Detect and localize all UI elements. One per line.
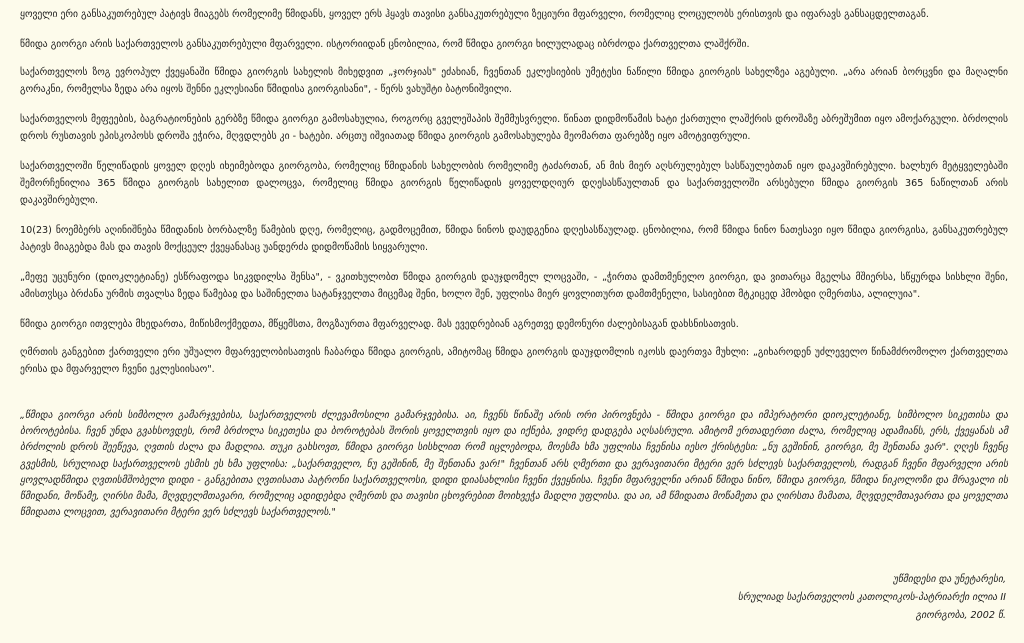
signature-date: გიორგობა, 2002 წ.	[915, 610, 1006, 621]
signature-block	[738, 571, 1006, 625]
paragraph-prayer: „მეფე უცუნური (დიოკლეტიანე) ესწრაფოდა სიკვდილსა შენსა", - ვკითხულობთ წმიდა გიორგის დაუჯდომელ ლოცვაში, - „ჭირთა დამთმენელო გიორგი, და ვითარცა მგელსა მშიერსა, სწყურდა სისხლი შენი, ამისთჳსცა ბრძანა ურმის თვალსა ზედა წამებაჲ და საშინელთა სატანჯველთა მიცემაჲ შენი, ხოლო შენ, უფლისა მიერ ყოვლითურთ დამთმენელი, სასიებით მტკიცედ ჰმობდი ღმერთსა, ალილუია".	[20, 272, 1008, 300]
paragraph-protector: წმიდა გიორგი ითვლება მხედართა, მიწისმოქმედთა, მწყემსთა, მოგზაურთა მფარველად. მას ევედრებიან აგრეთვე დემონური ძალებისაგან დახსნისათვის.	[20, 319, 739, 330]
signature-title: უწმიდესი და უნეტარესი,	[892, 574, 1006, 585]
paragraph-churches: საქართველოს ზოგ ევროპულ ქვეყანაში წმიდა გიორგის სახელის მიხედვით „ჯორჯიას" ეძახიან, ჩვენთან ეკლესიების უმეტესი ნაწილი წმიდა გიორგის სახელზეა აგებული. „არა არიან ბორცვნი და მაღალნი გორაკნი, რომელსა ზედა არა იყოს შენნი ეკლესიანი წმიდისა გიორგისანი", - წერს ვახუშტი ბატონიშვილი.	[20, 67, 1008, 95]
paragraph-providence: ღმრთის განგებით ქართველი ერი უშუალო მფარველობისათვის ჩაბარდა წმიდა გიორგის, ამიტომაც წმიდა გიორგის დაუჯდომლის იკოსს დაერთვა მუხლი: „გიხაროდენ უძლეველო წინამძრომოლო ქართველთა ერისა და მფარველო ჩვენი ეკლესიისაო".	[20, 347, 1008, 375]
paragraph-november: 10(23) ნოემბერს აღინიშნება წმიდანის ბორბალზე წამების დღე, რომელიც, გადმოცემით, წმიდა ნინოს დაუდგენია დღესასწაულად. ცნობილია, რომ წმიდა ნინო ნათესავი იყო წმიდა გიორგისა, განსაკუთრებულ პატივს მიაგებდა მას და თავის მოქცეულ ქვეყანასაც უანდერძა დიდმოწამის სიყვარული.	[20, 225, 1008, 253]
paragraph-patron: წმიდა გიორგი არის საქართველოს განსაკუთრებული მფარველი. ისტორიიდან ცნობილია, რომ წმიდა გიორგი ხილულადაც იბრძოდა ქართველთა ლაშქრში.	[20, 39, 750, 50]
paragraph-giorgoba: საქართველოში წელიწადის ყოველ დღეს იხეიმებოდა გიორგობა, რომელიც წმიდანის სახელობის რომელიმე ტაძართან, ან მის მიერ აღსრულებულ სასწაულებთან იყო დაკავშირებული. ხალხურ მეტყველებაში შემორჩენილია 365 წმიდა გიორგის სახელით დალოცვა, რომელიც წმიდა გიორგის წელიწადის ყოველდღიურ დღესასწაულთან და საქართველოში არსებული წმიდა გიორგის 365 ნაწილთან არის დაკავშირებული.	[20, 161, 1008, 206]
signature-name: სრულიად საქართველოს კათოლიკოს-პატრიარქი ილია II	[737, 592, 1006, 603]
patriarch-quote: „წმიდა გიორგი არის სიმბოლო გამარჯვებისა, საქართველოს ძლევამოსილი გამარჯვებისა. აი, ჩვენს წინაშე არის ორი პიროვნება - წმიდა გიორგი და იმპერატორი დიოკლეტიანე, სიმბოლო სიკეთისა და ბოროტებისა. ჩვენ უნდა გვახსოვდეს, რომ ბრძოლა სიკეთესა და ბოროტებას შორის ყოველთვის იყო და იქნება, ვიდრე დადგება აღსასრული. ამიტომ ერთადერთი ძალა, რომელიც ადამიანს, ერს, ქვეყანას ამ ბრძოლის დროს შეეწევა, ღვთის ძალა და მადლია. თუკი გახსოვთ, წმიდა გიორგი სისხლით რომ იცლებოდა, მოესმა ხმა უფლისა ჩვენისა იესო ქრისტესი: „ნუ გეშინინ, გიორგი, მე შენთანა ვარ". ღღეს ჩვენც გვესმის, სრულიად საქართველოს ესმის ეს ხმა უფლისა: „საქართველო, ნუ გეშინინ, მე შენთანა ვარ!" ჩვენთან არს ღმერთი და ვერავითარი მტერი ვერ სძლევს საქართველოს, რადგან ჩვენი მფარველი არის ყოვლადწმიდა ღვთისმშობელი დიდი - განგებითა ღვთისათა პატრონი საქართველოსი, დიდი დიასახლისი ჩვენი ქვეყნისა. ჩვენი მფარველნი არიან წმიდა ნინო, წმიდა გიორგი, წმიდა ნიკოლოზი და მრავალი ის წმიდანი, მოწამე, ღირსი მამა, მღვდელმთავარი, რომელიც ადიდებდა ღმერთს და თავისი ცხოვრებით მოიხვეჭა მადლი უფლისა. და აი, ამ წმიდათა მოწამეთა და ღირსთა მამათა, მღვდელმთავართა და ყოველთა წმიდათა ლოცვით, ვერავითარი მტერი ვერ სძლევს საქართველოს."	[20, 410, 1008, 519]
paragraph-intro: ყოველი ერი განსაკუთრებულ პატივს მიაგებს რომელიმე წმიდანს, ყოველ ერს ჰყავს თავისი განსაკუთრებული ზეციური მფარველი, რომელიც ლოცულობს ერისთვის და იფარავს განსაცდელთაგან.	[20, 9, 929, 20]
paragraph-coat-of-arms: საქართველოს მეფეების, ბაგრატიონების გერბზე წმიდა გიორგი გამოსახულია, როგორც გველეშაპის შემმუსვრელი. წინათ დიდმოწამის ხატი ქართული ლაშქრის დროშაზე აბრეშუმით იყო ამოქარგული. ბრძოლის დროს რუსთავის ეპისკოპოსს დროშა ეჭირა, მღვდლებს კი - ხატები. არცთუ იშვიათად წმიდა გიორგის გამოსახულება მეომართა ფარებზე იყო ამოტვიფრული.	[20, 114, 1008, 142]
